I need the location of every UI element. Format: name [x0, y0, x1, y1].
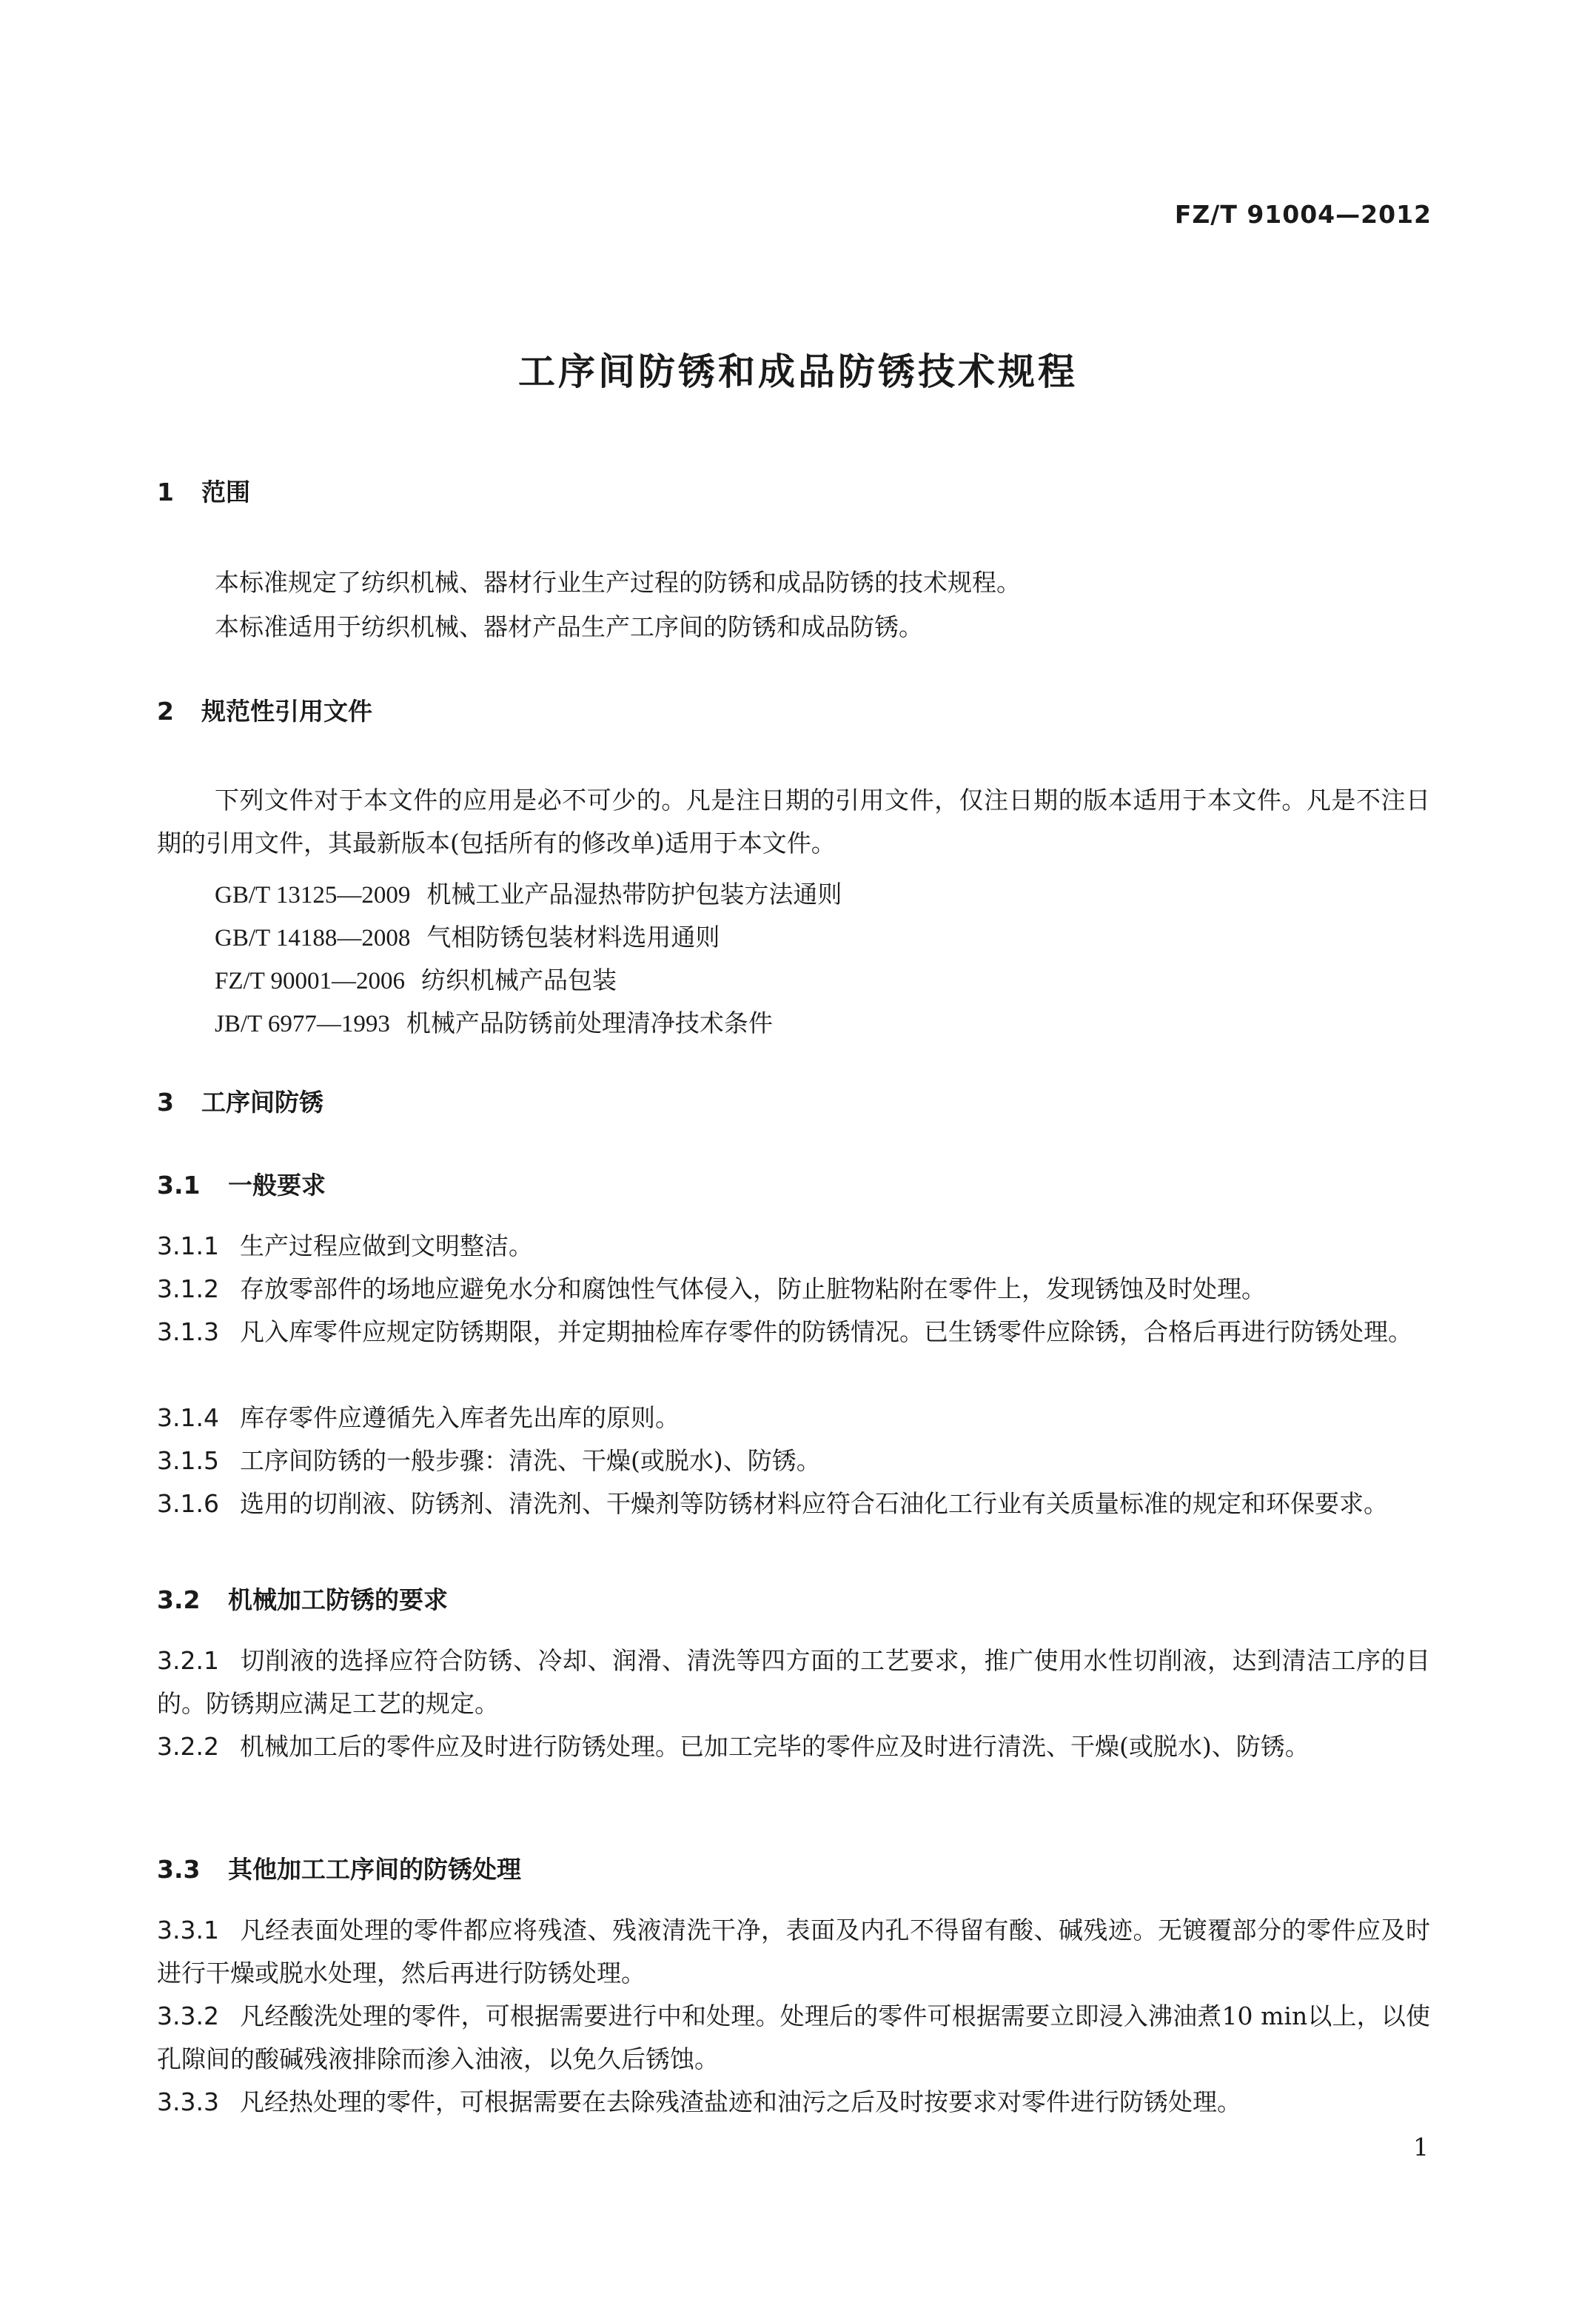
section-1-heading: 1 范围 [157, 478, 250, 506]
page-number: 1 [1413, 2133, 1429, 2161]
standard-code: FZ/T 91004—2012 [1174, 200, 1432, 229]
clause-3-1-3: 3.1.3 凡入库零件应规定防锈期限，并定期抽检库存零件的防锈情况。已生锈零件应除锈，合格后再进行防锈处理。 [157, 1317, 1412, 1346]
reference-item: JB/T 6977—1993 机械产品防锈前处理清净技术条件 [215, 1009, 773, 1037]
clause-3-1-1: 3.1.1 生产过程应做到文明整洁。 [157, 1231, 533, 1260]
section-3-3-heading: 3.3 其他加工工序间的防锈处理 [157, 1855, 521, 1884]
clause-3-2-1: 3.2.1 切削液的选择应符合防锈、冷却、润滑、清洗等四方面的工艺要求，推广使用水性切削液，达到清洁工序的目的。防锈期应满足工艺的规定。 [157, 1646, 1430, 1718]
clause-3-3-1: 3.3.1 凡经表面处理的零件都应将残渣、残液清洗干净，表面及内孔不得留有酸、碱残迹。无镀覆部分的零件应及时进行干燥或脱水处理，然后再进行防锈处理。 [157, 1916, 1430, 1987]
clause-3-1-2: 3.1.2 存放零部件的场地应避免水分和腐蚀性气体侵入，防止脏物粘附在零件上，发现锈蚀及时处理。 [157, 1274, 1266, 1303]
section-2-heading: 2 规范性引用文件 [157, 697, 372, 726]
clause-3-2-2: 3.2.2 机械加工后的零件应及时进行防锈处理。已加工完毕的零件应及时进行清洗、干燥(或脱水)、防锈。 [157, 1732, 1310, 1761]
clause-3-1-6: 3.1.6 选用的切削液、防锈剂、清洗剂、干燥剂等防锈材料应符合石油化工行业有关质量标准的规定和环保要求。 [157, 1489, 1388, 1518]
reference-item: GB/T 13125—2009 机械工业产品湿热带防护包装方法通则 [215, 880, 842, 909]
section-1-paragraph-1: 本标准规定了纺织机械、器材行业生产过程的防锈和成品防锈的技术规程。 [215, 568, 1021, 597]
clause-3-1-5: 3.1.5 工序间防锈的一般步骤：清洗、干燥(或脱水)、防锈。 [157, 1446, 821, 1475]
clause-3-1-4: 3.1.4 库存零件应遵循先入库者先出库的原则。 [157, 1403, 680, 1432]
section-3-heading: 3 工序间防锈 [157, 1088, 323, 1117]
document-title: 工序间防锈和成品防锈技术规程 [518, 350, 1078, 393]
section-2-intro: 下列文件对于本文件的应用是必不可少的。凡是注日期的引用文件，仅注日期的版本适用于本文件。凡是不注日期的引用文件，其最新版本(包括所有的修改单)适用于本文件。 [157, 786, 1430, 857]
reference-item: GB/T 14188—2008 气相防锈包装材料选用通则 [215, 923, 720, 952]
clause-3-3-2: 3.3.2 凡经酸洗处理的零件，可根据需要进行中和处理。处理后的零件可根据需要立即浸入沸油煮10 min以上，以使孔隙间的酸碱残液排除而渗入油液，以免久后锈蚀。 [157, 2002, 1430, 2073]
reference-item: FZ/T 90001—2006 纺织机械产品包装 [215, 966, 617, 994]
section-1-paragraph-2: 本标准适用于纺织机械、器材产品生产工序间的防锈和成品防锈。 [215, 612, 923, 641]
section-3-1-heading: 3.1 一般要求 [157, 1171, 326, 1200]
clause-3-3-3: 3.3.3 凡经热处理的零件，可根据需要在去除残渣盐迹和油污之后及时按要求对零件进行防锈处理。 [157, 2087, 1241, 2116]
section-3-2-heading: 3.2 机械加工防锈的要求 [157, 1585, 448, 1614]
